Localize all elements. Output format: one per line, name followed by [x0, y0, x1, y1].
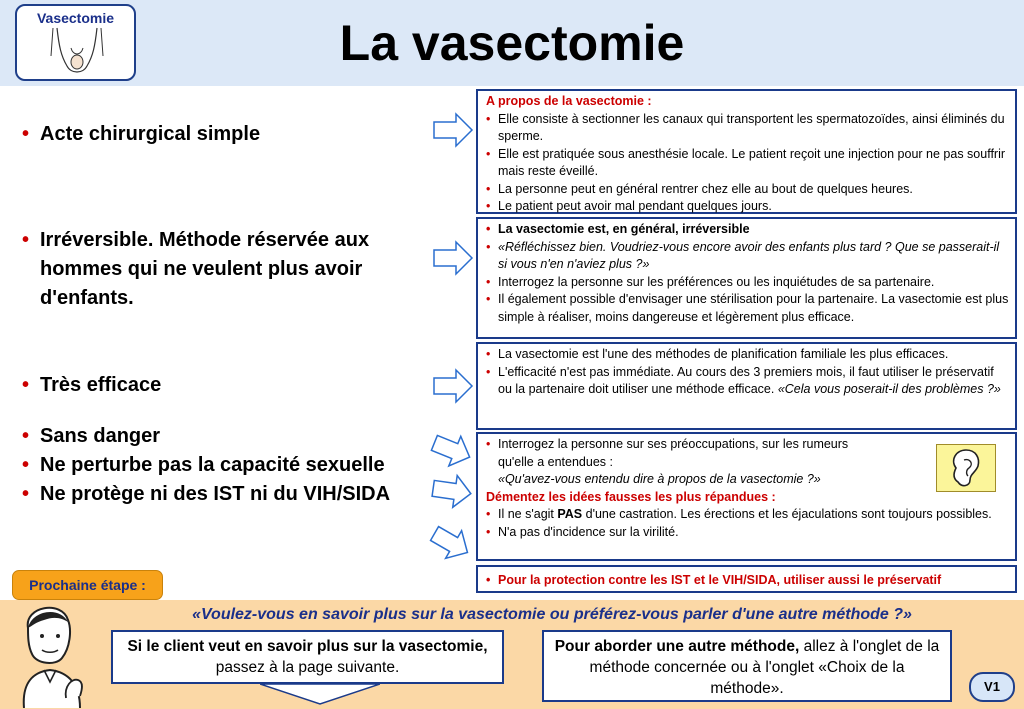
bullet-item: • Très efficace [22, 371, 442, 400]
bullet-item: • Ne protège ni des IST ni du VIH/SIDA [22, 480, 422, 509]
version-badge: V1 [969, 672, 1015, 702]
info-box-rumours [476, 432, 1017, 561]
down-arrow-icon [260, 684, 380, 706]
tab-label: Vasectomie [36, 10, 115, 26]
bullet-group-1 [22, 120, 442, 149]
list-item: • Pour la protection contre les IST et le VIH/SIDA, utiliser aussi le préservatif [486, 569, 1009, 591]
info-box-protection [476, 565, 1017, 593]
bullet-item: • Sans danger [22, 422, 422, 451]
box-heading: Démentez les idées fausses les plus répandues : [486, 489, 776, 504]
option-card-other-method[interactable] [542, 630, 952, 702]
item-emphasis: PAS [557, 507, 583, 521]
bullet-group-3 [22, 371, 442, 400]
item-text: L'efficacité n'est pas immédiate. Au cours des 3 premiers mois, il faut utiliser le préservatif ou la partenaire doit utiliser une méthode efficace. [498, 364, 994, 396]
counselor-illustration [14, 600, 94, 708]
arrow-right-icon [430, 472, 474, 510]
list-item: • Le patient peut avoir mal pendant quelques jours. [486, 198, 1009, 216]
info-box-about [476, 89, 1017, 214]
bullet-text: Irréversible. Méthode réservée aux hommes qui ne veulent plus avoir d'enfants. [40, 229, 370, 309]
info-box-irreversible [476, 217, 1017, 339]
arrow-right-icon [430, 430, 474, 470]
header [0, 0, 1024, 86]
item-quote: «Cela vous poserait-il des problèmes ?» [777, 382, 1001, 396]
bullet-text: Très efficace [40, 374, 162, 396]
next-step-label: Prochaine étape : [12, 570, 163, 600]
page-title: La vasectomie [339, 15, 685, 71]
bullet-text: Acte chirurgical simple [40, 123, 261, 145]
arrow-right-icon [428, 522, 474, 564]
list-item: • N'a pas d'incidence sur la virilité. [486, 524, 1009, 542]
list-item: • La vasectomie est l'une des méthodes de planification familiale les plus efficaces. [486, 346, 1009, 364]
card-text: allez à l'onglet de la méthode concernée ou à l'onglet «Choix de la méthode». [589, 638, 940, 697]
option-card-more-info[interactable] [111, 630, 504, 684]
bullet-item: • Acte chirurgical simple [22, 120, 442, 149]
bullet-group-4 [22, 422, 422, 509]
item-text: d'une castration. Les érections et les éjaculations sont toujours possibles. [582, 507, 992, 521]
list-item: • Elle consiste à sectionner les canaux qui transportent les spermatozoïdes, ainsi éliminés du sperme. [486, 111, 1009, 146]
rumour-quote: «Qu'avez-vous entendu dire à propos de la vasectomie ?» [498, 472, 821, 486]
bullet-text: Ne perturbe pas la capacité sexuelle [40, 454, 385, 476]
list-item: • La personne peut en général rentrer chez elle au bout de quelques heures. [486, 181, 1009, 199]
bullet-text: Ne protège ni des IST ni du VIH/SIDA [40, 483, 391, 505]
bullet-group-2 [22, 226, 442, 313]
list-item: • Elle est pratiquée sous anesthésie locale. Le patient reçoit une injection pour ne pas souffrir mais reste éveillé. [486, 146, 1009, 181]
footer-panel [0, 600, 1024, 709]
list-item: • La vasectomie est, en général, irréversible [486, 221, 1009, 239]
item-text: Il ne s'agit [498, 507, 558, 521]
card-bold: Si le client veut en savoir plus sur la vasectomie, [127, 638, 488, 655]
info-box-efficacy [476, 342, 1017, 430]
list-item: • «Réfléchissez bien. Voudriez-vous encore avoir des enfants plus tard ? Que se passerait-il si vous n'en n'aviez plus ?» [486, 239, 1009, 274]
list-item [486, 364, 1009, 399]
ear-icon [936, 444, 996, 492]
closing-question: «Voulez-vous en savoir plus sur la vasectomie ou préférez-vous parler d'une autre méthode ?» [192, 606, 912, 623]
list-item: • Il également possible d'envisager une stérilisation pour la partenaire. La vasectomie est plus simple à réaliser, moins dangereuse et légèrement plus efficace. [486, 291, 1009, 326]
bullet-text: Sans danger [40, 425, 161, 447]
bullet-item: • Irréversible. Méthode réservée aux hommes qui ne veulent plus avoir d'enfants. [22, 226, 442, 313]
arrow-right-icon [432, 240, 474, 276]
bullet-item: • Ne perturbe pas la capacité sexuelle [22, 451, 422, 480]
card-bold: Pour aborder une autre méthode, [554, 638, 800, 655]
list-item: • Interrogez la personne sur ses préoccupations, sur les rumeurs qu'elle a entendues : [486, 436, 1009, 471]
list-item: • Interrogez la personne sur les préférences ou les inquiétudes de sa partenaire. [486, 274, 1009, 292]
arrow-right-icon [432, 112, 474, 148]
list-item [486, 506, 1009, 524]
arrow-right-icon [432, 368, 474, 404]
box-heading: A propos de la vasectomie : [486, 94, 652, 108]
card-text: passez à la page suivante. [215, 659, 400, 676]
